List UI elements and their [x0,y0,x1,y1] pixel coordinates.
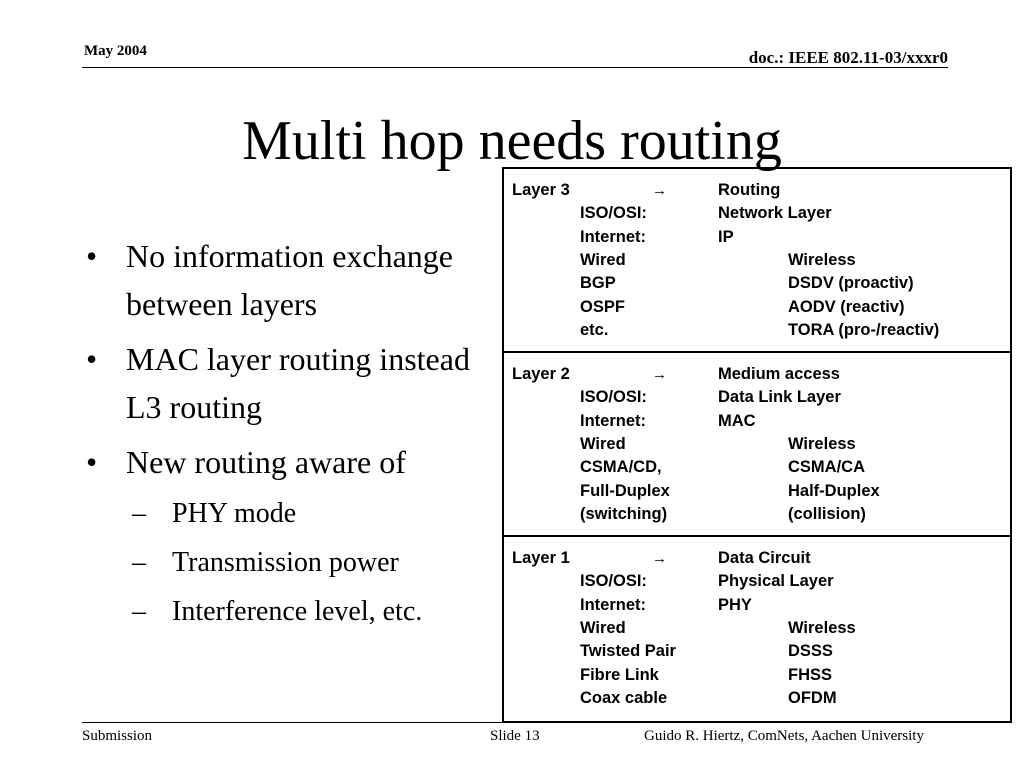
layer-name: Layer 2 [512,365,570,383]
layer-name: Layer 1 [512,549,570,567]
dash-icon: – [132,547,146,578]
wireless-item: (collision) [788,504,866,523]
wired-heading: Wired [580,250,626,269]
iso-value: Network Layer [718,204,832,223]
internet-label: Internet: [580,411,646,430]
wireless-heading: Wireless [788,618,856,637]
bullet-text: MAC layer routing instead L3 routing [126,341,470,425]
layer-function: Routing [718,181,781,199]
footer-divider [82,722,958,723]
bullet-dot-icon: • [86,341,98,377]
wired-item: Full-Duplex [580,481,670,500]
sub-bullet-item [86,591,496,633]
sub-bullet-item [86,542,496,584]
layer-name: Layer 3 [512,181,570,199]
wireless-heading: Wireless [788,434,856,453]
internet-value: PHY [718,595,752,614]
arrow-right-icon: → [652,550,667,567]
wired-item: CSMA/CD, [580,458,662,477]
iso-label: ISO/OSI: [580,204,647,223]
bullet-list [86,232,496,640]
wireless-heading: Wireless [788,250,856,269]
wireless-item: FHSS [788,665,833,684]
wired-item: Fibre Link [580,665,659,684]
wired-item: BGP [580,274,616,293]
iso-value: Physical Layer [718,572,834,591]
iso-value: Data Link Layer [718,388,841,407]
sub-bullet-item [86,493,496,535]
arrow-right-icon: → [652,182,667,199]
bullet-text: New routing aware of [126,444,406,480]
header-doc-id: doc.: IEEE 802.11-03/xxxr0 [748,48,948,67]
wireless-item: DSDV (proactiv) [788,274,914,293]
wireless-item: TORA (pro-/reactiv) [788,320,940,339]
header-date: May 2004 [84,43,147,59]
layer-function: Medium access [718,365,840,383]
wired-item: Twisted Pair [580,642,676,661]
bullet-item [86,232,496,328]
layer-1-box [504,537,1010,721]
sub-bullet-text: PHY mode [172,498,297,529]
wireless-item: OFDM [788,688,837,707]
layer-table [502,167,1012,723]
wired-item: (switching) [580,504,668,523]
bullet-item [86,335,496,431]
internet-value: IP [718,227,734,246]
layer-3-box [504,169,1010,353]
wired-item: OSPF [580,297,625,316]
layer-function: Data Circuit [718,549,811,567]
bullet-item [86,438,496,486]
footer-author: Guido R. Hiertz, ComNets, Aachen University [644,728,924,744]
iso-label: ISO/OSI: [580,388,647,407]
wired-item: etc. [580,320,609,339]
bullet-text: No information exchange between layers [126,238,453,322]
dash-icon: – [132,498,146,529]
wired-heading: Wired [580,434,626,453]
sub-bullet-text: Interference level, etc. [172,596,423,627]
layer-2-box [504,353,1010,537]
arrow-right-icon: → [652,366,667,383]
sub-bullet-text: Transmission power [172,547,399,578]
wireless-item: DSSS [788,642,833,661]
internet-label: Internet: [580,595,646,614]
wired-item: Coax cable [580,688,668,707]
bullet-dot-icon: • [86,238,98,274]
footer-slide-number: Slide 13 [490,728,540,744]
bullet-dot-icon: • [86,444,98,480]
wireless-item: Half-Duplex [788,481,880,500]
wireless-item: AODV (reactiv) [788,297,905,316]
iso-label: ISO/OSI: [580,572,647,591]
internet-value: MAC [718,411,756,430]
internet-label: Internet: [580,227,646,246]
dash-icon: – [132,596,146,627]
footer-submission: Submission [82,728,153,744]
slide-title: Multi hop needs routing [242,110,782,172]
wireless-item: CSMA/CA [788,458,865,477]
header-divider [82,67,948,68]
wired-heading: Wired [580,618,626,637]
